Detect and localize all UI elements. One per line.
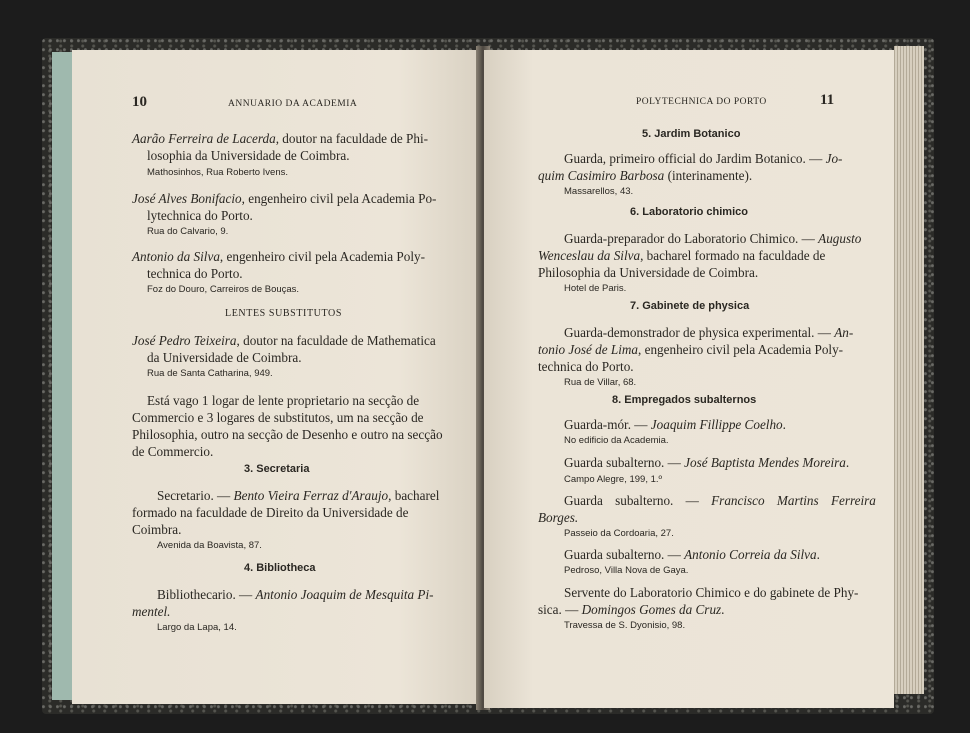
entry-line: Secretario. — Bento Vieira Ferraz d'Araujo, bacharel — [157, 488, 440, 503]
entry-line: Guarda subalterno. — Francisco Martins Ferreira — [564, 493, 876, 508]
entry-line: Servente do Laboratorio Chimico e do gabinete de Phy- — [564, 585, 859, 600]
address: Avenida da Boavista, 87. — [157, 540, 262, 551]
address: No edificio da Academia. — [564, 435, 669, 446]
entry-line: tonio José de Lima, engenheiro civil pela Academia Poly- — [538, 342, 844, 357]
entry-line: mentel. — [132, 604, 171, 619]
entry-line: Borges. — [538, 510, 579, 525]
entry-line: quim Casimiro Barbosa (interinamente). — [538, 168, 753, 183]
left-page — [72, 50, 480, 704]
address: Massarellos, 43. — [564, 186, 634, 197]
entry-line: José Pedro Teixeira, doutor na faculdade de Mathematica — [132, 333, 436, 348]
address: Rua de Villar, 68. — [564, 377, 637, 388]
address: Foz do Douro, Carreiros de Bouças. — [147, 284, 300, 295]
address: Mathosinhos, Rua Roberto Ivens. — [147, 167, 288, 178]
entry-line: Antonio da Silva, engenheiro civil pela Academia Poly- — [132, 249, 425, 264]
entry-line: technica do Porto. — [538, 359, 634, 374]
section-heading: 8. Empregados subalternos — [612, 394, 757, 406]
entry-line: Guarda-preparador do Laboratorio Chimico. — Augusto — [564, 231, 862, 246]
entry-line: lytechnica do Porto. — [147, 208, 253, 223]
address: Campo Alegre, 199, 1.º — [564, 474, 663, 485]
paragraph-line: Está vago 1 logar de lente proprietario na secção de — [147, 393, 420, 408]
running-header: ANNUARIO DA ACADEMIA — [228, 99, 358, 109]
running-header: POLYTECHNICA DO PORTO — [636, 97, 767, 107]
address: Rua de Santa Catharina, 949. — [147, 368, 273, 379]
entry-line: José Alves Bonifacio, engenheiro civil pela Academia Po- — [132, 191, 437, 206]
section-heading: 4. Bibliotheca — [244, 562, 316, 574]
paragraph-line: Philosophia, outro na secção de Desenho e outro na secção — [132, 427, 443, 442]
section-heading: 3. Secretaria — [244, 463, 310, 475]
section-heading: 7. Gabinete de physica — [630, 300, 750, 312]
endpaper-strip — [52, 52, 74, 700]
section-heading: 5. Jardim Botanico — [642, 128, 741, 140]
entry-line: da Universidade de Coimbra. — [147, 350, 302, 365]
entry-line: Coimbra. — [132, 522, 182, 537]
address: Pedroso, Villa Nova de Gaya. — [564, 565, 689, 576]
section-heading: 6. Laboratorio chimico — [630, 206, 748, 218]
address: Travessa de S. Dyonisio, 98. — [564, 620, 686, 631]
entry-line: Guarda, primeiro official do Jardim Botanico. — Jo- — [564, 151, 843, 166]
entry-line: Aarão Ferreira de Lacerda, doutor na faculdade de Phi- — [132, 131, 429, 146]
entry-line: Guarda-demonstrador de physica experimental. — An- — [564, 325, 854, 340]
address: Largo da Lapa, 14. — [157, 622, 237, 633]
paragraph-line: Commercio e 3 logares de substitutos, um na secção de — [132, 410, 424, 425]
entry-line: formado na faculdade de Direito da Universidade de — [132, 505, 409, 520]
entry-line: Wenceslau da Silva, bacharel formado na faculdade de — [538, 248, 826, 263]
address: Rua do Calvario, 9. — [147, 226, 229, 237]
right-page — [484, 50, 894, 708]
page-edges — [894, 46, 924, 694]
entry-line: technica do Porto. — [147, 266, 243, 281]
entry-line: Guarda subalterno. — Antonio Correia da Silva. — [564, 547, 820, 562]
page-number: 10 — [132, 94, 147, 110]
address: Passeio da Cordoaria, 27. — [564, 528, 674, 539]
entry-line: losophia da Universidade de Coimbra. — [147, 148, 350, 163]
entry-line: Philosophia da Universidade de Coimbra. — [538, 265, 759, 280]
paragraph-line: de Commercio. — [132, 444, 214, 459]
page-number: 11 — [820, 92, 835, 108]
section-heading: LENTES SUBSTITUTOS — [225, 308, 343, 319]
entry-line: Guarda-mór. — Joaquim Fillippe Coelho. — [564, 417, 786, 432]
address: Hotel de Paris. — [564, 283, 627, 294]
entry-line: Bibliothecario. — Antonio Joaquim de Mesquita Pi- — [157, 587, 434, 602]
entry-line: sica. — Domingos Gomes da Cruz. — [538, 602, 725, 617]
entry-line: Guarda subalterno. — José Baptista Mendes Moreira. — [564, 455, 850, 470]
